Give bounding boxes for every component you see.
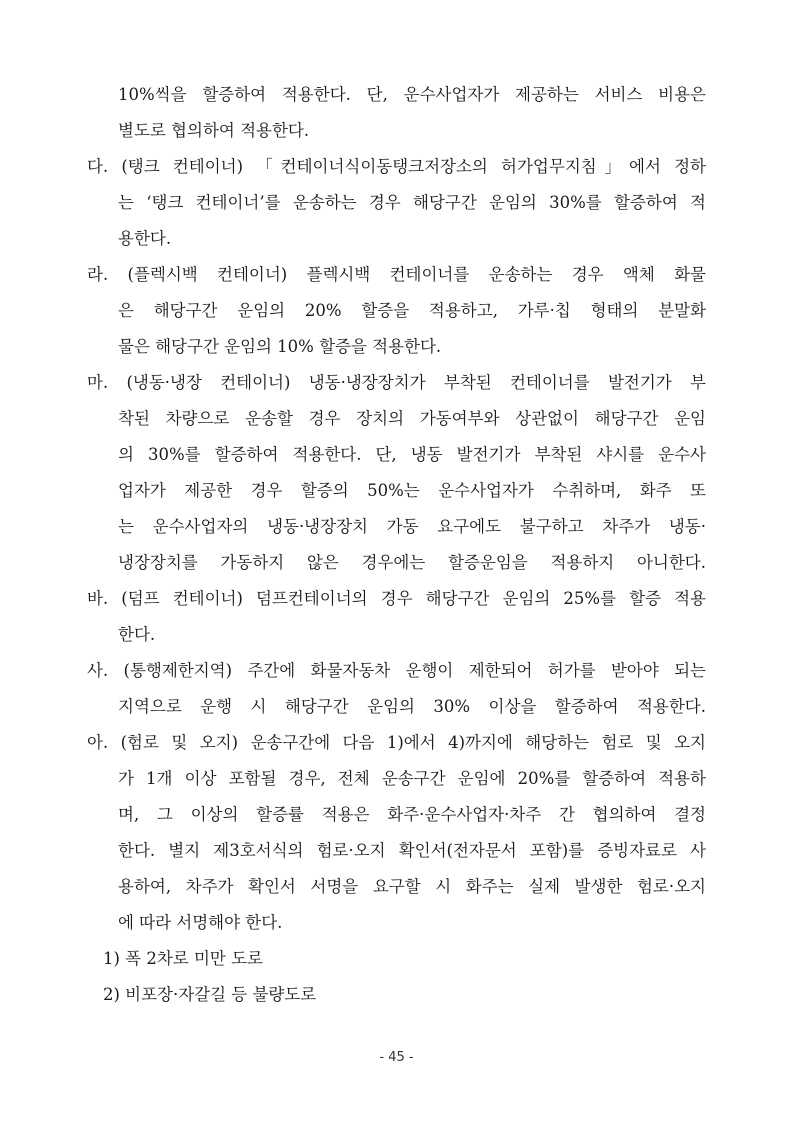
item-a-rough-road: 아. (험로 및 오지) 운송구간에 다음 1)에서 4)까지에 해당하는 험로 및 오지 bbox=[87, 733, 706, 752]
paragraph-line: 는 운수사업자의 냉동·냉장장치 가동 요구에도 불구하고 차주가 냉동· bbox=[118, 517, 706, 536]
paragraph-line: 지역으로 운행 시 해당구간 운임의 30% 이상을 할증하여 적용한다. bbox=[118, 697, 706, 716]
page-number: - 45 - bbox=[379, 1050, 414, 1065]
paragraph-line: 착된 차량으로 운송할 경우 장치의 가동여부와 상관없이 해당구간 운임 bbox=[118, 409, 706, 428]
paragraph-line: 가 1개 이상 포함될 경우, 전체 운송구간 운임에 20%를 할증하여 적용하 bbox=[118, 769, 706, 788]
item-ba-dump-container: 바. (덤프 컨테이너) 덤프컨테이너의 경우 해당구간 운임의 25%를 할증 적용 bbox=[87, 589, 706, 608]
item-ma-reefer-container: 마. (냉동·냉장 컨테이너) 냉동·냉장장치가 부착된 컨테이너를 발전기가 부 bbox=[87, 373, 706, 392]
paragraph-line: 냉장장치를 가동하지 않은 경우에는 할증운임을 적용하지 아니한다. bbox=[118, 553, 706, 572]
paragraph-line: 별도로 협의하여 적용한다. bbox=[118, 121, 310, 140]
paragraph-line: 은 해당구간 운임의 20% 할증을 적용하고, 가루·칩 형태의 분말화 bbox=[118, 301, 706, 320]
item-sa-restricted-area: 사. (통행제한지역) 주간에 화물자동차 운행이 제한되어 허가를 받아야 되는 bbox=[87, 661, 706, 680]
paragraph-line: 에 따라 서명해야 한다. bbox=[118, 913, 283, 932]
paragraph-line: 한다. 별지 제3호서식의 험로·오지 확인서(전자문서 포함)를 증빙자료로 사 bbox=[118, 841, 706, 860]
item-ra-flexibag-container: 라. (플렉시백 컨테이너) 플렉시백 컨테이너를 운송하는 경우 액체 화물 bbox=[87, 265, 706, 284]
paragraph-line: 10%씩을 할증하여 적용한다. 단, 운수사업자가 제공하는 서비스 비용은 bbox=[118, 85, 706, 104]
paragraph-line: 업자가 제공한 경우 할증의 50%는 운수사업자가 수취하며, 화주 또 bbox=[118, 481, 706, 500]
paragraph-line: 한다. bbox=[118, 625, 156, 644]
paragraph-line: 의 30%를 할증하여 적용한다. 단, 냉동 발전기가 부착된 샤시를 운수사 bbox=[118, 445, 706, 464]
item-da-tank-container: 다. (탱크 컨테이너) 「컨테이너식이동탱크저장소의 허가업무지침」에서 정하 bbox=[87, 157, 706, 176]
paragraph-line: 물은 해당구간 운임의 10% 할증을 적용한다. bbox=[118, 337, 442, 356]
sub-item-1: 1) 폭 2차로 미만 도로 bbox=[103, 949, 263, 968]
paragraph-line: 용한다. bbox=[118, 229, 172, 248]
sub-item-2: 2) 비포장·자갈길 등 불량도로 bbox=[103, 985, 317, 1004]
paragraph-line: 는 ‘탱크 컨테이너’를 운송하는 경우 해당구간 운임의 30%를 할증하여 적 bbox=[118, 193, 706, 212]
paragraph-line: 용하여, 차주가 확인서 서명을 요구할 시 화주는 실제 발생한 험로·오지 bbox=[118, 877, 706, 896]
paragraph-line: 며, 그 이상의 할증률 적용은 화주·운수사업자·차주 간 협의하여 결정 bbox=[118, 805, 706, 824]
